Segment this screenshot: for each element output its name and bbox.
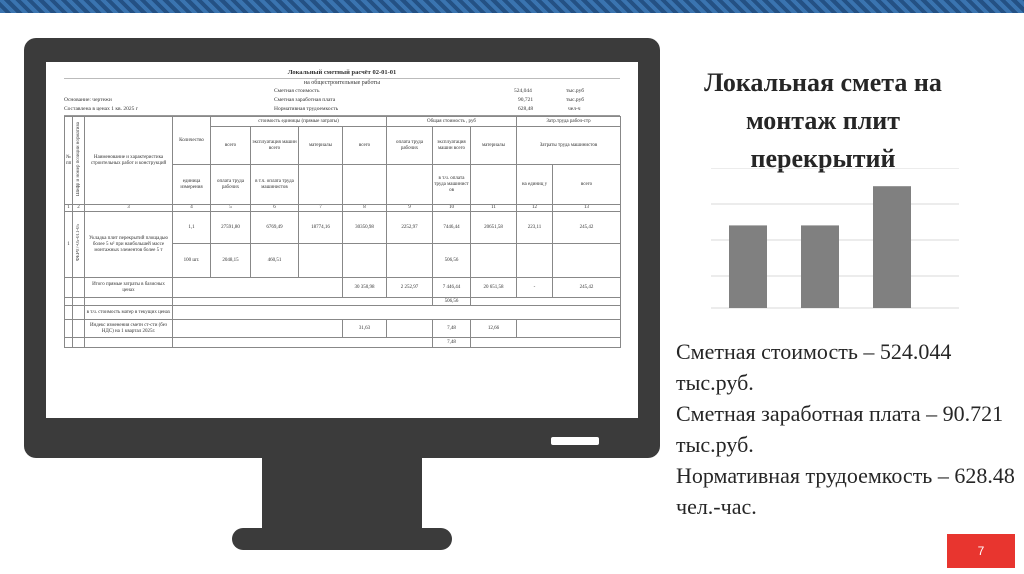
summary-label-cost: Сметная стоимость: [274, 88, 320, 94]
index-c10: 7,48: [433, 320, 471, 338]
col-number: 10: [433, 205, 471, 212]
sheet-compiled: Составлена в ценах 1 кв. 2025 г: [64, 106, 139, 112]
summary-label-labor: Нормативная трудоемкость: [274, 106, 339, 112]
monitor-stand-base: [232, 528, 452, 550]
index-sub-empty: [173, 338, 433, 348]
row1-c11: 20651,58: [471, 212, 517, 244]
header-machine-exploitation-short: эксплуатация машин всего: [433, 127, 471, 165]
info-line-labor: Нормативная трудоемкость – 628.48 чел.-час.: [676, 463, 1015, 519]
header-labor-costs: Затраты труда машинистов: [517, 127, 621, 165]
header-num: № пп: [65, 117, 73, 205]
decorative-bar-chart: [711, 168, 959, 312]
row1-empty: [471, 244, 517, 278]
index-empty: [173, 320, 343, 338]
direct-empty: [173, 278, 343, 298]
info-block: [676, 336, 1016, 522]
row1-c12: 223,11: [517, 212, 553, 244]
col-number: 4: [173, 205, 211, 212]
header-incl-machinist-wages: в т.ч. оплата труда машинистов: [251, 165, 299, 205]
sheet-meta: [64, 88, 620, 116]
header-unit-measure: единица измерения: [173, 165, 211, 205]
row1-empty: [299, 244, 343, 278]
col-number: 6: [251, 205, 299, 212]
info-line-cost: Сметная стоимость – 524.044 тыс.руб.: [676, 339, 952, 395]
index-empty: [65, 320, 73, 338]
row1-c7: 18774,16: [299, 212, 343, 244]
slide-title: Локальная смета на монтаж плит перекрытий: [704, 68, 942, 173]
direct-sub-empty: [471, 298, 621, 306]
row1-c13: 245,42: [553, 212, 621, 244]
direct-c13: 245,42: [553, 278, 621, 298]
row1-c5b: 2048,15: [211, 244, 251, 278]
row1-empty: [553, 244, 621, 278]
header-incl-machinist-wages-2: в т.ч. оплата труда машинист ов: [433, 165, 471, 205]
summary-label-wages: Сметная заработная плата: [274, 97, 336, 103]
index-c11: 12,66: [471, 320, 517, 338]
direct-c10b: 506,56: [433, 298, 471, 306]
row1-c10b: 506,56: [433, 244, 471, 278]
direct-c12: -: [517, 278, 553, 298]
info-line-wages: Сметная заработная плата – 90.721 тыс.руб.: [676, 401, 1004, 457]
direct-c9: 2 252,97: [387, 278, 433, 298]
row1-c8: 30350,98: [343, 212, 387, 244]
header-qty: Количество: [173, 117, 211, 165]
header-empty-7: [299, 165, 343, 205]
chart-bar: [729, 225, 767, 308]
row1-empty: [343, 244, 387, 278]
index-c8: 31,63: [343, 320, 387, 338]
direct-c8: 30 350,98: [343, 278, 387, 298]
index-empty: [387, 320, 433, 338]
direct-empty: [73, 278, 85, 298]
summary-value-labor: 628,48: [518, 106, 534, 112]
col-number: 11: [471, 205, 517, 212]
estimate-table: [64, 116, 621, 348]
header-empty-8: [343, 165, 387, 205]
row1-c6b: 460,51: [251, 244, 299, 278]
monitor-screen: [46, 62, 638, 418]
header-empty-11: [471, 165, 517, 205]
header-total-13: всего: [553, 165, 621, 205]
sheet-basis: Основание: чертежи: [64, 97, 112, 103]
index-sub-empty: [73, 338, 85, 348]
col-number: 8: [343, 205, 387, 212]
direct-costs-name: Итого прямые затраты в базисных ценах: [85, 278, 173, 298]
header-name: Наименование и характеристика строительных работ и конструкций: [85, 117, 173, 205]
direct-sub-empty: [85, 298, 173, 306]
row1-unit-measure: 100 шт.: [173, 244, 211, 278]
direct-sub-empty: [65, 298, 73, 306]
row1-c6: 6769,49: [251, 212, 299, 244]
summary-unit-labor: чел-ч: [568, 106, 581, 112]
index-sub-empty: [471, 338, 621, 348]
chart-bar: [801, 225, 839, 308]
row1-qty: 1,1: [173, 212, 211, 244]
header-machine-exploitation: эксплуатация машин всего: [251, 127, 299, 165]
row1-c9: 2252,97: [387, 212, 433, 244]
header-materials: материалы: [299, 127, 343, 165]
summary-unit-wages: тыс.руб: [566, 97, 585, 103]
header-per-unit: на единиц у: [517, 165, 553, 205]
col-number: 2: [73, 205, 85, 212]
page-number-badge: 7: [947, 534, 1015, 568]
header-unit-cost-group: стоимость единицы (прямые затраты): [211, 117, 387, 127]
direct-sub-empty: [73, 298, 85, 306]
header-labor-group: Затр.труда рабоч-стр: [517, 117, 621, 127]
direct-c10: 7 446,44: [433, 278, 471, 298]
direct-sub-empty: [173, 298, 433, 306]
col-number: 3: [85, 205, 173, 212]
row1-empty: [517, 244, 553, 278]
index-empty: [517, 320, 621, 338]
header-worker-wages: оплата труда рабочих: [211, 165, 251, 205]
row1-num: 1: [65, 212, 73, 278]
current-empty: [65, 306, 73, 320]
index-sub-empty: [65, 338, 73, 348]
index-sub-empty: [85, 338, 173, 348]
top-decorative-band: [0, 0, 1024, 13]
row1-code: ФЕР07-05-011-05: [73, 212, 85, 278]
col-number: 5: [211, 205, 251, 212]
direct-c11: 20 651,58: [471, 278, 517, 298]
row1-c10: 7446,44: [433, 212, 471, 244]
summary-value-wages: 90,721: [518, 97, 534, 103]
chart-bar: [873, 186, 911, 308]
col-number: 1: [65, 205, 73, 212]
current-prices-name: в т.ч. стоимость матер в текущих ценах: [85, 306, 173, 320]
header-code: Шифр и номер позиции норматива: [73, 117, 85, 205]
monitor-stand-neck: [262, 458, 422, 534]
col-number: 12: [517, 205, 553, 212]
row1-empty: [387, 244, 433, 278]
header-total: всего: [211, 127, 251, 165]
header-total-2: всего: [343, 127, 387, 165]
current-empty: [73, 306, 85, 320]
index-name: Индекс изменения сметн ст-сти (без НДС) на 1 квартал 2025г.: [85, 320, 173, 338]
summary-unit-cost: тыс.руб: [566, 88, 585, 94]
index-empty: [73, 320, 85, 338]
sheet-subtitle: на общестроительные работы: [303, 80, 381, 86]
row1-name: Укладка плит перекрытий площадью более 5 м² при наибольшей массе монтажных элементов более 5 т: [85, 212, 173, 278]
col-number: 7: [299, 205, 343, 212]
header-wages: оплата труда рабочих: [387, 127, 433, 165]
estimate-spreadsheet: [64, 68, 620, 348]
index-c10b: 7,48: [433, 338, 471, 348]
current-empty: [173, 306, 621, 320]
col-number: 13: [553, 205, 621, 212]
col-number: 9: [387, 205, 433, 212]
direct-empty: [65, 278, 73, 298]
header-empty-9: [387, 165, 433, 205]
header-total-cost-group: Общая стоимость , руб: [387, 117, 517, 127]
row1-c5: 27591,80: [211, 212, 251, 244]
monitor-illustration: [24, 38, 660, 458]
header-materials-2: материалы: [471, 127, 517, 165]
monitor-power-indicator: [551, 437, 599, 445]
summary-value-cost: 524,044: [514, 88, 532, 94]
sheet-title: Локальный сметный расчёт 02-01-01: [64, 68, 620, 79]
